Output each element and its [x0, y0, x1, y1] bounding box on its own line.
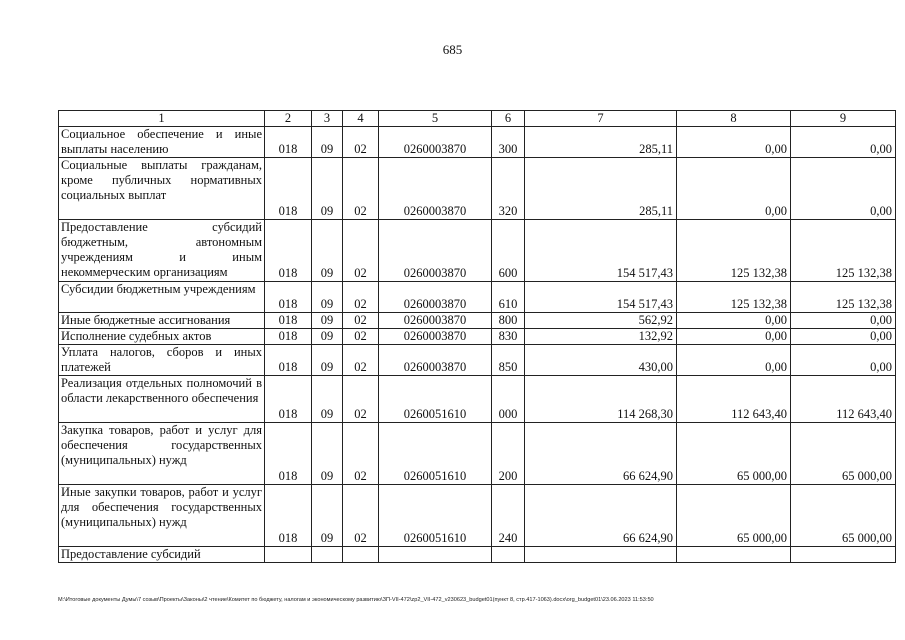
table-row [59, 345, 896, 376]
cell-subsection: 02 [343, 313, 379, 329]
row-name: Социальные выплаты гражданам, кроме публичных нормативных социальных выплат [59, 158, 265, 220]
header-row [59, 111, 896, 127]
cell-target: 0260003870 [379, 282, 492, 313]
cell-section: 09 [312, 220, 343, 282]
row-name: Реализация отдельных полномочий в области лекарственного обеспечения [59, 376, 265, 423]
cell-expense-type: 240 [492, 485, 525, 547]
table-row [59, 158, 896, 220]
table-row [59, 547, 896, 563]
cell-amount-8 [677, 547, 791, 563]
cell-ministry: 018 [265, 329, 312, 345]
cell-expense-type: 000 [492, 376, 525, 423]
cell-amount-7: 430,00 [525, 345, 677, 376]
cell-expense-type: 610 [492, 282, 525, 313]
table-row [59, 282, 896, 313]
table-row [59, 485, 896, 547]
cell-amount-9: 125 132,38 [791, 282, 896, 313]
cell-amount-8: 65 000,00 [677, 485, 791, 547]
cell-section: 09 [312, 127, 343, 158]
cell-target: 0260003870 [379, 158, 492, 220]
table-row [59, 423, 896, 485]
col-header: 2 [265, 111, 312, 127]
cell-ministry: 018 [265, 127, 312, 158]
cell-ministry: 018 [265, 376, 312, 423]
col-header: 8 [677, 111, 791, 127]
cell-section: 09 [312, 158, 343, 220]
cell-amount-9: 125 132,38 [791, 220, 896, 282]
cell-section: 09 [312, 376, 343, 423]
cell-amount-8: 112 643,40 [677, 376, 791, 423]
row-name: Предоставление субсидий бюджетным, автономным учреждениям и иным некоммерческим организациям [59, 220, 265, 282]
cell-subsection: 02 [343, 282, 379, 313]
col-header: 9 [791, 111, 896, 127]
cell-section: 09 [312, 329, 343, 345]
cell-amount-8: 125 132,38 [677, 282, 791, 313]
cell-ministry: 018 [265, 220, 312, 282]
cell-amount-7: 114 268,30 [525, 376, 677, 423]
cell-ministry: 018 [265, 282, 312, 313]
cell-subsection: 02 [343, 220, 379, 282]
row-name: Социальное обеспечение и иные выплаты населению [59, 127, 265, 158]
cell-expense-type: 320 [492, 158, 525, 220]
row-name: Иные бюджетные ассигнования [59, 313, 265, 329]
cell-amount-8: 0,00 [677, 127, 791, 158]
cell-amount-9: 0,00 [791, 313, 896, 329]
cell-subsection: 02 [343, 485, 379, 547]
cell-section: 09 [312, 282, 343, 313]
cell-ministry: 018 [265, 423, 312, 485]
cell-expense-type: 200 [492, 423, 525, 485]
cell-expense-type: 830 [492, 329, 525, 345]
cell-section: 09 [312, 423, 343, 485]
table-row [59, 376, 896, 423]
cell-amount-7: 154 517,43 [525, 220, 677, 282]
cell-section: 09 [312, 345, 343, 376]
cell-subsection: 02 [343, 345, 379, 376]
cell-section: 09 [312, 485, 343, 547]
footer-file-path: M:\Итоговые документы Думы\7 созыв\Проекты\Законы\2 чтение\Комитет по бюджету, налогам и экономическому развитию\ЗП-VII-472\zp2_VII-472_v230623_budget01(пункт 8, стр.417-1063).docx\org_budget01\23.06.2023 11:53:50 [58, 597, 654, 603]
cell-amount-9: 0,00 [791, 329, 896, 345]
col-header: 4 [343, 111, 379, 127]
cell-expense-type: 600 [492, 220, 525, 282]
cell-target: 0260003870 [379, 220, 492, 282]
cell-amount-7: 66 624,90 [525, 423, 677, 485]
row-name: Исполнение судебных актов [59, 329, 265, 345]
table-row [59, 313, 896, 329]
cell-ministry [265, 547, 312, 563]
cell-amount-9: 0,00 [791, 127, 896, 158]
cell-expense-type: 300 [492, 127, 525, 158]
cell-amount-9 [791, 547, 896, 563]
page-number: 685 [442, 42, 463, 57]
cell-amount-8: 65 000,00 [677, 423, 791, 485]
cell-amount-7: 285,11 [525, 158, 677, 220]
cell-amount-7: 132,92 [525, 329, 677, 345]
cell-expense-type: 800 [492, 313, 525, 329]
table-row [59, 329, 896, 345]
cell-subsection [343, 547, 379, 563]
cell-amount-7: 562,92 [525, 313, 677, 329]
cell-subsection: 02 [343, 423, 379, 485]
cell-ministry: 018 [265, 313, 312, 329]
cell-ministry: 018 [265, 158, 312, 220]
cell-subsection: 02 [343, 127, 379, 158]
table-row [59, 220, 896, 282]
cell-ministry: 018 [265, 345, 312, 376]
row-name: Уплата налогов, сборов и иных платежей [59, 345, 265, 376]
cell-amount-7 [525, 547, 677, 563]
col-header: 3 [312, 111, 343, 127]
cell-amount-9: 112 643,40 [791, 376, 896, 423]
cell-target: 0260051610 [379, 423, 492, 485]
cell-amount-7: 66 624,90 [525, 485, 677, 547]
row-name: Иные закупки товаров, работ и услуг для обеспечения государственных (муниципальных) нужд [59, 485, 265, 547]
cell-amount-8: 0,00 [677, 329, 791, 345]
cell-target: 0260003870 [379, 313, 492, 329]
row-name: Субсидии бюджетным учреждениям [59, 282, 265, 313]
budget-table [58, 110, 896, 563]
cell-amount-9: 0,00 [791, 345, 896, 376]
cell-subsection: 02 [343, 158, 379, 220]
cell-ministry: 018 [265, 485, 312, 547]
cell-target: 0260051610 [379, 485, 492, 547]
cell-amount-8: 0,00 [677, 345, 791, 376]
cell-amount-7: 285,11 [525, 127, 677, 158]
table-row [59, 127, 896, 158]
cell-subsection: 02 [343, 376, 379, 423]
row-name: Закупка товаров, работ и услуг для обеспечения государственных (муниципальных) нужд [59, 423, 265, 485]
cell-target: 0260003870 [379, 345, 492, 376]
cell-expense-type: 850 [492, 345, 525, 376]
cell-target: 0260003870 [379, 127, 492, 158]
cell-target: 0260051610 [379, 376, 492, 423]
cell-section: 09 [312, 313, 343, 329]
cell-amount-9: 0,00 [791, 158, 896, 220]
cell-amount-9: 65 000,00 [791, 485, 896, 547]
cell-target: 0260003870 [379, 329, 492, 345]
col-header: 1 [59, 111, 265, 127]
cell-section [312, 547, 343, 563]
col-header: 6 [492, 111, 525, 127]
cell-amount-8: 0,00 [677, 313, 791, 329]
cell-target [379, 547, 492, 563]
row-name: Предоставление субсидий [59, 547, 265, 563]
cell-subsection: 02 [343, 329, 379, 345]
cell-amount-8: 125 132,38 [677, 220, 791, 282]
cell-expense-type [492, 547, 525, 563]
cell-amount-8: 0,00 [677, 158, 791, 220]
col-header: 5 [379, 111, 492, 127]
cell-amount-7: 154 517,43 [525, 282, 677, 313]
col-header: 7 [525, 111, 677, 127]
cell-amount-9: 65 000,00 [791, 423, 896, 485]
